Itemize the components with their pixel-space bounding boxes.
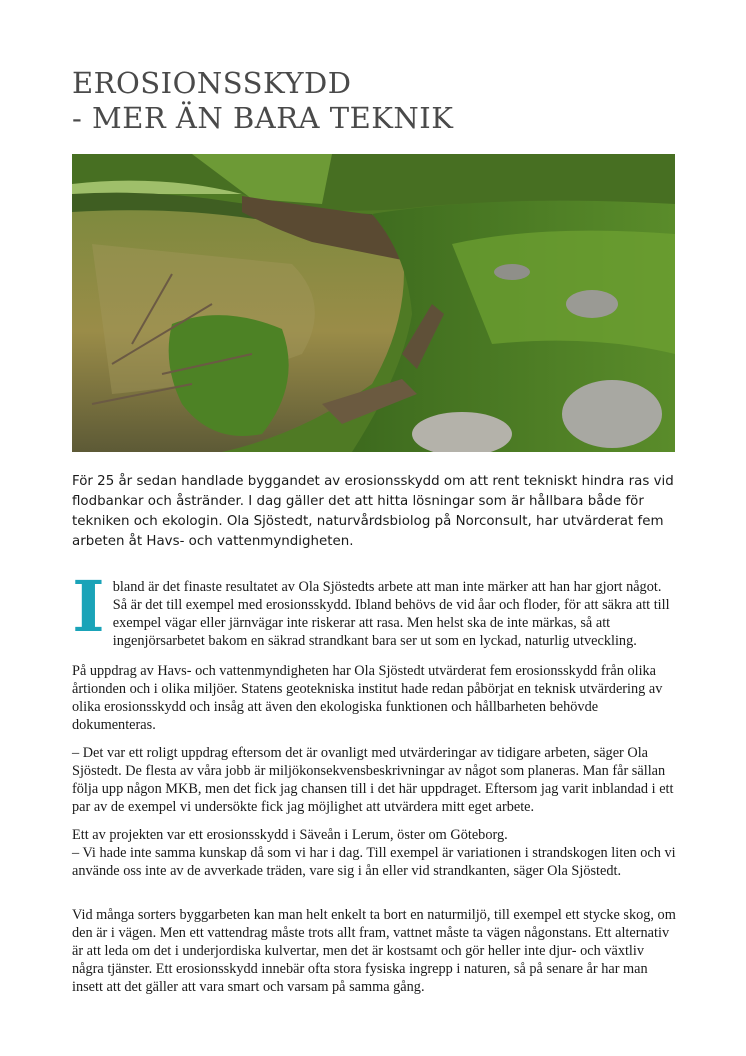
lead-paragraph: För 25 år sedan handlade byggandet av erosionsskydd om att rent tekniskt hindra ras vid flodbankar och åstränder. I dag gäller det att hitta lösningar som är hållbara både för tekniken och ekologin. Ola Sjöstedt, naturvårdsbiolog på Norconsult, har utvärderat fem arbeten åt Havs- och vattenmyndigheten.	[72, 474, 674, 549]
title-line-2: - MER ÄN BARA TEKNIK	[72, 101, 454, 135]
body-paragraph-4-quote: – Vi hade inte samma kunskap då som vi har i dag. Till exempel är variationen i strandskogen liten och vi använde oss inte av de avverkade träden, vare sig i ån eller vid strandkanten, säger Ola Sjöstedt.	[72, 845, 676, 879]
drop-cap: I	[72, 565, 105, 648]
body-paragraph-1	[72, 565, 676, 650]
body-paragraph-4-intro: Ett av projekten var ett erosionsskydd i Säveån i Lerum, öster om Göteborg.	[72, 827, 508, 843]
body-paragraph-5: Vid många sorters byggarbeten kan man helt enkelt ta bort en naturmiljö, till exempel ett stycke skog, om den är i vägen. Men ett vattendrag måste trots allt fram, vattnet måste ta vägen någonstans. Ett alternativ är att leda om det i underjordiska kulvertar, men det är kostsamt och gör heller inte djur- och växtliv några tjänster. Ett erosionsskydd innebär ofta stora fysiska ingrepp i naturen, så på senare år har man insett att det gäller att vara smart och varsam på samma gång.	[72, 907, 676, 995]
page-title	[72, 66, 453, 136]
title-line-1: EROSIONSSKYDD	[72, 66, 352, 100]
body-paragraph-4	[72, 826, 676, 880]
body-paragraph-3: – Det var ett roligt uppdrag eftersom det är ovanligt med utvärderingar av tidigare arbeten, säger Ola Sjöstedt. De flesta av våra jobb är miljökonsekvensbeskrivningar av något som planeras. Man får sällan följa upp någon MKB, men det fick jag chansen till i det här uppdraget. Eftersom jag varit inblandad i ett par av de exempel vi undersökte fick jag möjlighet att utvärdera mitt eget arbete.	[72, 745, 674, 815]
body-paragraph-2: På uppdrag av Havs- och vattenmyndigheten har Ola Sjöstedt utvärderat fem erosionsskydd från olika årtionden och i olika miljöer. Statens geotekniska institut hade redan påbörjat en teknisk utvärdering av olika erosionsskydd och insåg att även den ekologiska funktionen och hållbarheten behövde dokumenteras.	[72, 663, 663, 733]
stream-photo	[72, 154, 675, 452]
body-paragraph-1-text: bland är det finaste resultatet av Ola Sjöstedts arbete att man inte märker att han har gjort något. Så är det till exempel med erosionsskydd. Ibland behövs de vid åar och floder, för att säkra att till exempel vägar eller järnvägar inte riskerar att rasa. Men helst ska de inte märkas, så att ingenjörsarbetet bakom en säkrad strandkant bara ser ut som en lyckad, naturlig utveckling.	[112, 579, 670, 649]
